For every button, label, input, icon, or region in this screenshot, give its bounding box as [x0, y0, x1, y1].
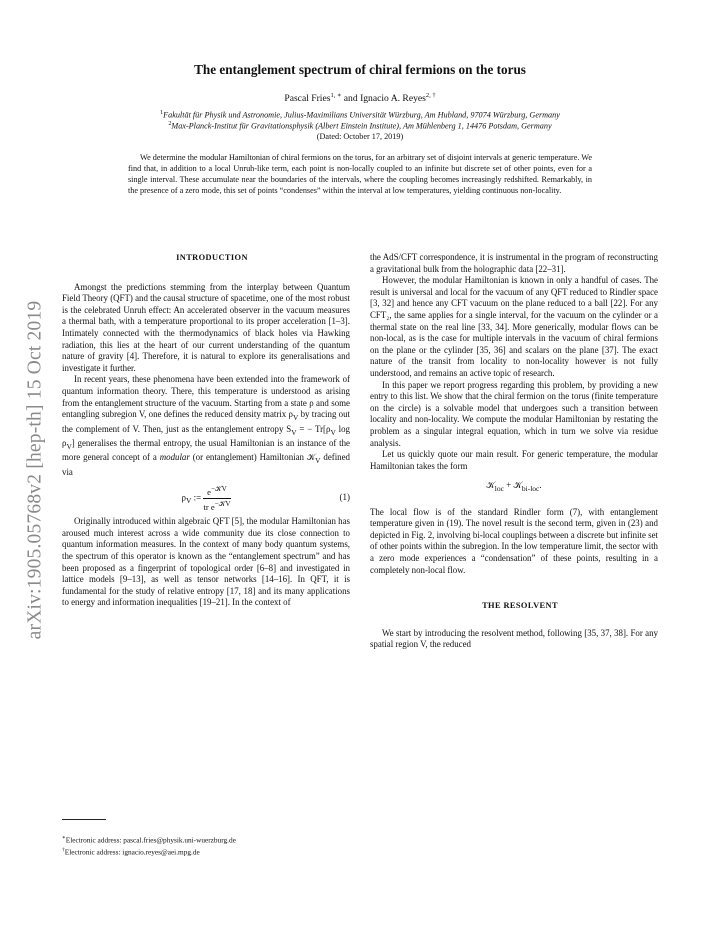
paragraph: In recent years, these phenomena have been extended into the framework of quantum information theory. There, this temperature is understood as arising from the entanglement structure of the vacuum. Starting from a state ρ and some entangling subregion V, one defines the reduced density matrix $\rho_V$ by tracing out the complement of V. Then, just as the entanglement entropy $S_V$ = − $Tr[\rho_V$ $\log \rho_V$] generalises the thermal entropy, the usual Hamiltonian is an instance of the more general concept of a modular (or entanglement) Hamiltonian 𝒦$_V$ defined via — [62, 374, 351, 477]
paragraph: However, the modular Hamiltonian is known in only a handful of cases. The result is universal and local for the vacuum of any QFT reduced to Rindler space [3, 32] and hence any CFT vacuum on the plane reduced to a ball [22]. For any CFT₂, the same applies for a single interval, for the vacuum on the cylinder or a thermal state on the real line [33, 34]. More generically, modular flows can be non-local, as is the case for multiple intervals in the vacuum of chiral fermions on the plane or the cylinder [35, 36] and scalars on the plane [37]. The exact nature of the transit from locality to non-locality however is not fully understood, and remains an active topic of research. — [370, 275, 658, 378]
footnote-rule — [62, 819, 106, 820]
equation-number: (1) — [339, 492, 350, 503]
author-mark: 1, ∗ — [330, 92, 342, 99]
abstract: We determine the modular Hamiltonian of chiral fermions on the torus, for an arbitrary set of disjoint intervals at generic temperature. We find that, in addition to a local Unruh-like term, each point is non-locally coupled to an infinite but discrete set of other points, even for a single interval. These accumulate near the boundaries of the intervals, where the coupling becomes increasingly redshifted. Remarkably, in the presence of a zero mode, this set of points “condenses” within the interval at low temperatures, yielding continuous non-locality. — [128, 153, 592, 196]
paragraph: the AdS/CFT correspondence, it is instrumental in the program of reconstructing a gravitational bulk from the holographic data [22–31]. — [370, 252, 658, 274]
section-heading: THE RESOLVENT — [482, 601, 558, 611]
paragraph: In this paper we report progress regarding this problem, by providing a new entry to this list. We show that the chiral fermion on the torus (finite temperature on the circle) is a solvable model that undergoes such a transition between locality and non-locality. We compute the modular Hamiltonian by restating the problem as a singular integral equation, which in turn we solve via residue analysis. — [370, 379, 658, 448]
author-name: Pascal Fries — [284, 93, 331, 105]
equation-fraction: $\frac{e^{-𝒦V}}{tr e^{-𝒦V}}$ — [203, 485, 231, 512]
footnote: ∗Electronic address: pascal.fries@physik.uni-wuerzburg.de — [62, 835, 236, 845]
footnotes — [62, 833, 352, 858]
section-heading: INTRODUCTION — [176, 253, 248, 262]
affiliation-mark: 1 — [160, 110, 164, 116]
paragraph: We start by introducing the resolvent method, following [35, 37, 38]. For any spatial region V, the reduced — [370, 627, 658, 650]
right-column — [370, 252, 658, 651]
paragraph: The local flow is of the standard Rindler form (7), with entanglement temperature given in (19). The novel result is the second term, given in (23) and depicted in Fig. 2, involving bi-local couplings between a discrete but infinite set of other points within the subregion. In the low temperature limit, the sector with a zero mode experiences a “condensation” of these points, resulting in a completely non-local flow. — [370, 506, 658, 575]
date-line: (Dated: October 17, 2019) — [316, 132, 404, 141]
affiliation-text: Max-Planck-Institut für Gravitationsphysik (Albert Einstein Institute), Am Mühlenberg 1, 14476 Potsdam, Germany — [171, 121, 552, 131]
equation-1 — [62, 484, 350, 512]
affiliation-mark: 2 — [168, 121, 172, 127]
affiliation-text: Fakultät für Physik und Astronomie, Julius-Maximilians Universität Würzburg, Am Hubland, 97074 Würzburg, Germany — [163, 110, 560, 120]
author-name: Ignacio A. Reyes — [360, 93, 426, 105]
main-result-equation: 𝒦$_{loc}$ + 𝒦$_{bi-loc}$. — [486, 480, 542, 494]
author-mark: 2, † — [425, 92, 436, 99]
author-line — [90, 91, 630, 104]
arxiv-identifier: arXiv:1905.05768v2 [hep-th] 15 Oct 2019 — [24, 300, 46, 640]
affiliation — [60, 119, 660, 132]
paragraph: Originally introduced within algebraic QFT [5], the modular Hamiltonian has aroused much interest across a wide community due its close connection to quantum information measures. In the context of many body quantum systems, the spectrum of this operator is known as the “entanglement spectrum” and has been proposed as a fingerprint of topological order [6–8] and investigated in lattice models [9–13], as well as tensor networks [14–16]. In QFT, it is fundamental for the study of relative entropy [17, 18] and its many applications to energy and information inequalities [19–21]. In the context of — [62, 516, 350, 608]
author-conjunction: and — [343, 93, 358, 105]
equation-body: $\rho_V$ := $\frac{e^{-𝒦V}}{tr e^{-𝒦V}}$ — [181, 485, 231, 512]
footnote: †Electronic address: ignacio.reyes@aei.mpg.de — [62, 847, 200, 857]
paragraph: Let us quickly quote our main result. For generic temperature, the modular Hamiltonian takes the form — [370, 449, 658, 471]
paper-title: The entanglement spectrum of chiral fermions on the torus — [194, 62, 526, 77]
left-column — [62, 252, 350, 609]
arxiv-stamp — [18, 260, 52, 680]
paragraph: Amongst the predictions stemming from the interplay between Quantum Field Theory (QFT) and the causal structure of spacetime, one of the most robust is the celebrated Unruh effect: An accelerated observer in the vacuum measures a thermal bath, with a temperature proportional to its proper acceleration [1–3]. Intimately connected with the thermodynamics of black holes via Hawking radiation, this lies at the heart of our current understanding of the quantum nature of gravity [4]. Therefore, it is natural to explore its generalisations and investigate it further. — [62, 281, 350, 373]
